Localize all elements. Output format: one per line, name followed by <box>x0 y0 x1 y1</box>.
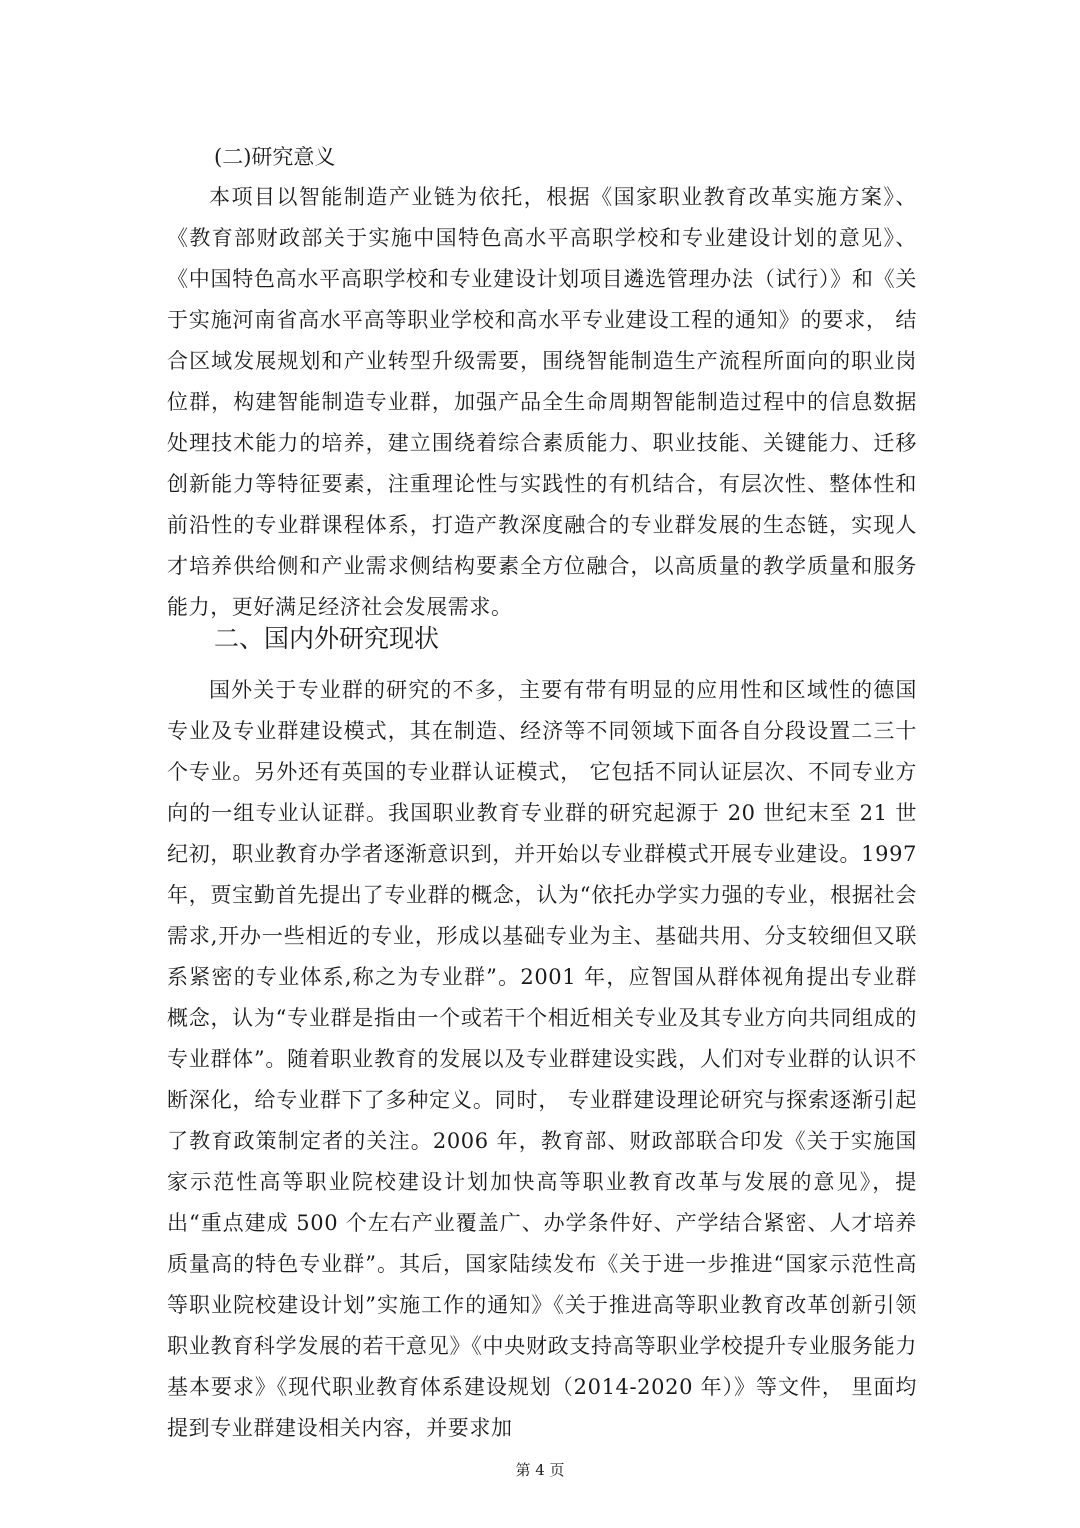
page-number: 第 4 页 <box>515 1461 565 1479</box>
research-significance-paragraph: 本项目以智能制造产业链为依托，根据《国家职业教育改革实施方案》、《教育部财政部关于实施中国特色高水平高职学校和专业建设计划的意见》、《中国特色高水平高职学校和专业建设计划项目遴选管理办法（试行）》和《关于实施河南省高水平高等职业学校和高水平专业建设工程的通知》的要求， 结合区域发展规划和产业转型升级需要，围绕智能制造生产流程所面向的职业岗位群，构建智能制造专业群，加强产品全生命周期智能制造过程中的信息数据处理技术能力的培养，建立围绕着综合素质能力、职业技能、关键能力、迁移创新能力等特征要素，注重理论性与实践性的有机结合，有层次性、整体性和前沿性的专业群课程体系，打造产教深度融合的专业群发展的生态链，实现人才培养供给侧和产业需求侧结构要素全方位融合，以高质量的教学质量和服务能力，更好满足经济社会发展需求。 <box>167 185 917 619</box>
section-heading: 二、国内外研究现状 <box>214 624 440 653</box>
section-subheading: (二)研究意义 <box>214 145 336 169</box>
research-status-paragraph: 国外关于专业群的研究的不多，主要有带有明显的应用性和区域性的德国专业及专业群建设模式，其在制造、经济等不同领域下面各自分段设置二三十个专业。另外还有英国的专业群认证模式， 它包括不同认证层次、不同专业方向的一组专业认证群。我国职业教育专业群的研究起源于 20 世纪末至 21 世纪初，职业教育办学者逐渐意识到，并开始以专业群模式开展专业建设。1997 年，贾宝勤首先提出了专业群的概念，认为“依托办学实力强的专业，根据社会需求,开办一些相近的专业，形成以基础专业为主、基础共用、分支较细但又联系紧密的专业体系,称之为专业群”。2001 年，应智国从群体视角提出专业群概念，认为“专业群是指由一个或若干个相近相关专业及其专业方向共同组成的专业群体”。随着职业教育的发展以及专业群建设实践，人们对专业群的认识不断深化，给专业群下了多种定义。同时， 专业群建设理论研究与探索逐渐引起了教育政策制定者的关注。2006 年，教育部、财政部联合印发《关于实施国家示范性高等职业院校建设计划加快高等职业教育改革与发展的意见》，提出“重点建成 500 个左右产业覆盖广、办学条件好、产学结合紧密、人才培养质量高的特色专业群”。其后，国家陆续发布《关于进一步推进“国家示范性高等职业院校建设计划”实施工作的通知》《关于推进高等职业教育改革创新引领职业教育科学发展的若干意见》《中央财政支持高等职业学校提升专业服务能力基本要求》《现代职业教育体系建设规划（2014-2020 年）》等文件， 里面均提到专业群建设相关内容，并要求加 <box>167 678 917 1440</box>
